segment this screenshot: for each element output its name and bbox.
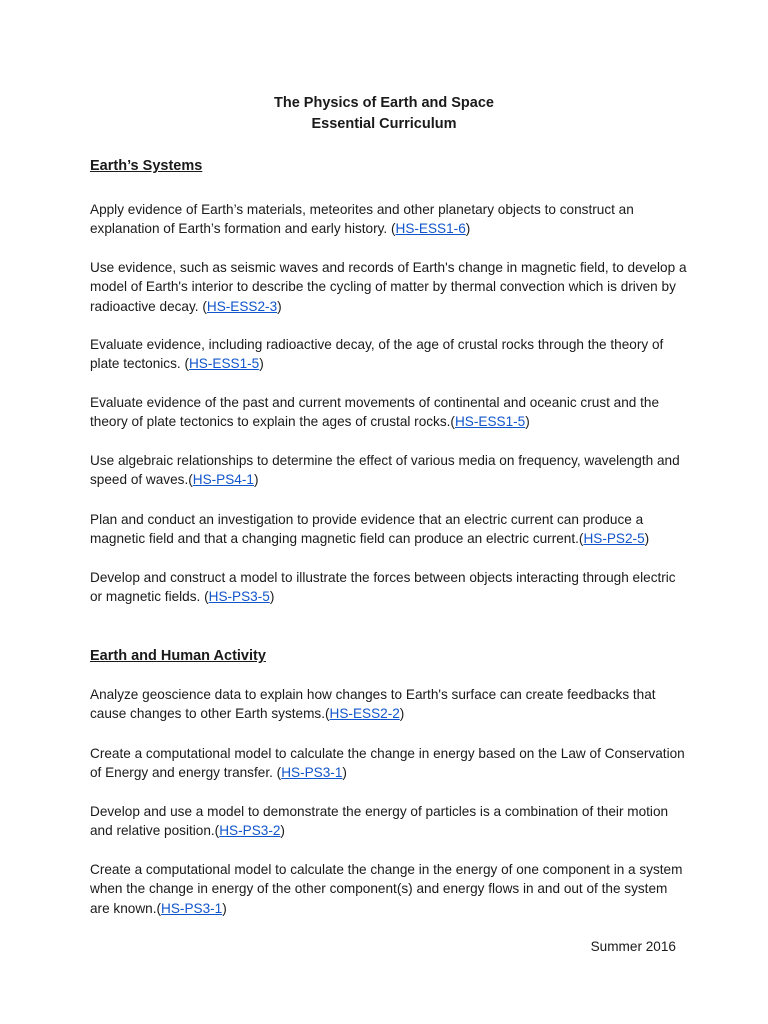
standard-link[interactable]: HS-PS2-5 [583, 531, 645, 547]
standard-close: ) [644, 531, 650, 547]
standard-link[interactable]: HS-PS3-1 [161, 900, 223, 916]
standard-text: Analyze geoscience data to explain how changes to Earth's surface can create feedbacks that cause changes to other Earth systems.( [90, 687, 656, 722]
standard-paragraph [90, 568, 690, 607]
standard-text: Use evidence, such as seismic waves and records of Earth's change in magnetic field, to develop a model of Earth's interior to describe the cycling of matter by thermal convection which is driven by radioactive decay. ( [90, 260, 687, 314]
standard-paragraph [90, 744, 690, 783]
standard-link[interactable]: HS-ESS2-3 [206, 298, 278, 314]
document-title: The Physics of Earth and Space [274, 95, 494, 111]
standard-text: Evaluate evidence, including radioactive decay, of the age of crustal rocks through the theory of plate tectonics. ( [90, 337, 664, 372]
standard-text: Evaluate evidence of the past and current movements of continental and oceanic crust and the theory of plate tectonics to explain the ages of crustal rocks.( [90, 395, 660, 430]
standard-text: Develop and construct a model to illustrate the forces between objects interacting through electric or magnetic fields. ( [90, 570, 676, 605]
standard-link[interactable]: HS-PS4-1 [192, 472, 254, 488]
standard-close: ) [465, 221, 471, 237]
standard-link[interactable]: HS-PS3-2 [219, 823, 281, 839]
footer-date: Summer 2016 [590, 939, 676, 954]
section-heading-earths-systems: Earth’s Systems [90, 158, 203, 174]
standard-text: Create a computational model to calculate the change in energy based on the Law of Conservation of Energy and energy transfer. ( [90, 746, 685, 781]
standard-paragraph [90, 860, 690, 918]
document-subtitle: Essential Curriculum [311, 116, 457, 132]
standard-text: Apply evidence of Earth’s materials, meteorites and other planetary objects to construct an explanation of Earth’s formation and early history. ( [90, 202, 634, 237]
standard-paragraph [90, 393, 690, 432]
standard-paragraph [90, 200, 690, 239]
standard-close: ) [277, 298, 282, 314]
standard-link[interactable]: HS-ESS1-6 [395, 221, 466, 237]
standard-link[interactable]: HS-ESS1-5 [454, 414, 526, 430]
standard-paragraph [90, 335, 690, 374]
standard-close: ) [399, 706, 405, 722]
standard-paragraph [90, 685, 690, 724]
standard-paragraph [90, 510, 690, 549]
standard-text: Develop and use a model to demonstrate the energy of particles is a combination of their motion and relative position.( [90, 804, 669, 839]
standard-paragraph [90, 451, 690, 490]
standard-paragraph [90, 258, 690, 316]
section-heading-earth-and-human-activity: Earth and Human Activity [90, 648, 266, 664]
standard-close: ) [342, 765, 347, 781]
standard-text: Plan and conduct an investigation to provide evidence that an electric current can produce a magnetic field and that a changing magnetic field can produce an electric current.( [90, 512, 644, 547]
standard-close: ) [280, 823, 285, 839]
standard-close: ) [253, 472, 259, 488]
standard-close: ) [222, 900, 227, 916]
standard-link[interactable]: HS-ESS1-5 [188, 356, 260, 372]
standard-text: Use algebraic relationships to determine the effect of various media on frequency, wavelength and speed of waves.( [90, 453, 680, 488]
standard-link[interactable]: HS-ESS2-2 [329, 706, 400, 722]
standard-close: ) [525, 414, 530, 430]
standard-close: ) [259, 356, 264, 372]
standard-close: ) [269, 589, 275, 605]
standard-text: Create a computational model to calculate the change in the energy of one component in a system when the change in energy of the other component(s) and energy flows in and out of the system are known.( [90, 862, 683, 916]
standard-paragraph [90, 802, 690, 841]
standard-link[interactable]: HS-PS3-1 [281, 765, 343, 781]
standard-link[interactable]: HS-PS3-5 [208, 589, 270, 605]
